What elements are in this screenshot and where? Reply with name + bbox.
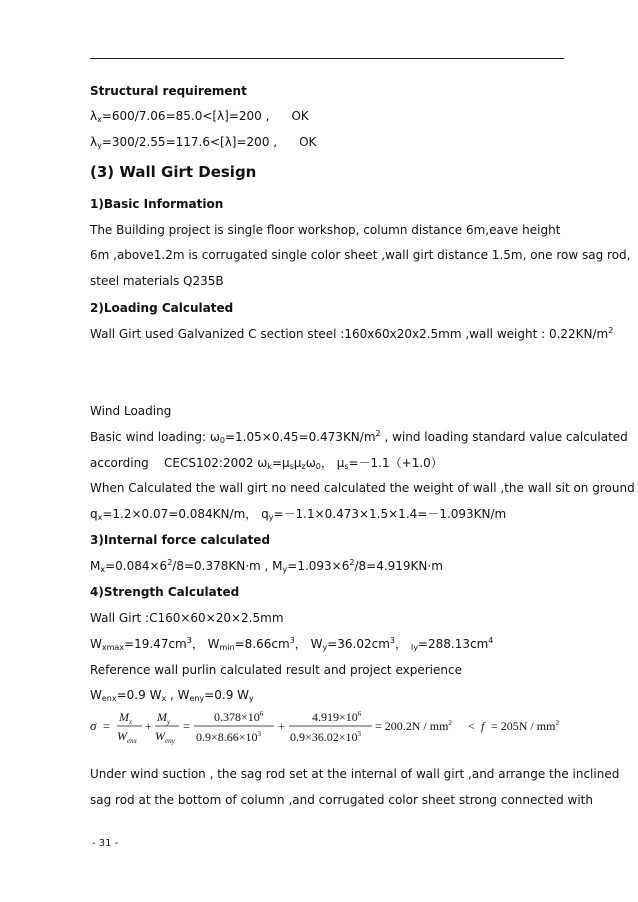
when-calculated-line: When Calculated the wall girt no need calculated the weight of wall ,the wall sit on ground (90, 481, 635, 495)
section-modulus-line: $W_{xmax}=19.47cm^3$， $W_{min}=8.66cm^3$， $W_y=36.02cm^3$， $_{Iy}=288.13cm^4$ (90, 636, 494, 652)
according-line: according CECS102:2002 $\omega_k=\mu_s\mu_z\omega_0$， $\mu_s=-1.1(+1.0)$ (90, 456, 443, 471)
plus-sign-1: + (145, 719, 152, 733)
reference-line: Reference wall purlin calculated result and project experience (90, 663, 462, 677)
basic-info-line-1: The Building project is single floor workshop, column distance 6m,eave height (90, 223, 561, 237)
plus-sign-2: + (278, 719, 285, 733)
equals-sign-2: = (183, 719, 190, 733)
weny-denominator: $W_{eny}$ (155, 729, 175, 745)
fraction-2-numerator: $4.919\times 10^6$ (312, 710, 362, 724)
basic-info-line-3: steel materials Q235B (90, 274, 224, 288)
less-than-sign: < (468, 719, 475, 733)
my-numerator: $M_y$ (157, 710, 171, 726)
design-strength-symbol: f (481, 719, 485, 733)
loading-heading: 2)Loading Calculated (90, 301, 234, 315)
lambda-y-line: $\lambda_y=300/2.55=117.6<[\lambda]=200$ , OK (90, 135, 317, 150)
formula-result: = $200.2N / mm^2$ (375, 719, 452, 733)
page-number: - 31 - (92, 838, 119, 849)
mx-numerator: $M_x$ (119, 710, 133, 726)
effective-modulus-line: $W_{enx}=0.9$ $W_x$ , $W_{eny}=0.9$ $W_y$ (90, 688, 254, 703)
basic-info-line-2: 6m ,above1.2m is corrugated single color sheet ,wall girt distance 1.5m, one row sag rod, (90, 248, 631, 262)
fraction-1-numerator: $0.378\times 10^6$ (214, 710, 264, 724)
fraction-1-denominator: $0.9\times 8.66\times 10^3$ (196, 730, 262, 744)
equals-sign-1: = (103, 719, 110, 733)
basic-info-heading: 1)Basic Information (90, 197, 224, 211)
wall-girt-line: Wall Girt used Galvanized C section steel :160x60x20x2.5mm ,wall weight : $0.22KN/m^2$ (90, 326, 614, 341)
header-rule (90, 58, 564, 59)
girt-section-line: Wall Girt :C160×60×20×2.5mm (90, 611, 284, 625)
basic-wind-line: Basic wind loading: $\omega_0=1.05\times 0.45=0.473KN/m^2$ , wind loading standard value calculated (90, 429, 628, 445)
fraction-2-denominator: $0.9\times 36.02\times 10^3$ (290, 730, 362, 744)
wind-loading-heading: Wind Loading (90, 404, 172, 418)
stress-formula (88, 704, 558, 748)
wenx-denominator: $W_{enx}$ (117, 729, 137, 745)
moment-line: $M_x=0.084\times 6^2/8=0.378KN\cdot m$ , $M_y=1.093\times 6^2/8=4.919KN\cdot m$ (90, 558, 443, 574)
formula-limit: = $205N / mm^2$ (491, 719, 559, 733)
q-line: $q_x=1.2\times 0.07=0.084KN/m$， $q_y=-1.1\times 0.473\times 1.5\times 1.4=-1.093KN/m$ (90, 507, 507, 522)
lambda-x-line: $\lambda_x=600/7.06=85.0<[\lambda]=200$ , OK (90, 109, 309, 124)
section-title: (3) Wall Girt Design (90, 163, 257, 181)
internal-force-heading: 3)Internal force calculated (90, 533, 271, 547)
structural-heading: Structural requirement (90, 84, 247, 98)
sigma-symbol: σ (90, 718, 97, 733)
strength-heading: 4)Strength Calculated (90, 585, 240, 599)
closing-line-1: Under wind suction , the sag rod set at the internal of wall girt ,and arrange the inclined (90, 767, 620, 781)
closing-line-2: sag rod at the bottom of column ,and corrugated color sheet strong connected with (90, 793, 593, 807)
